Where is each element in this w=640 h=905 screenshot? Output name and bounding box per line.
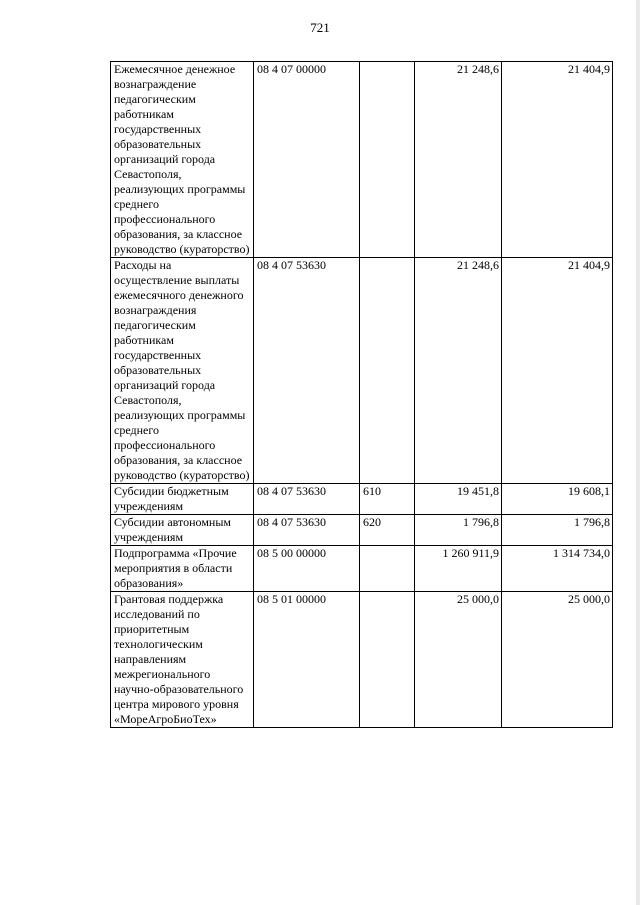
table-row xyxy=(111,484,613,515)
row-amount-year1: 1 796,8 xyxy=(415,515,502,546)
row-name: Расходы на осуществление выплаты ежемесячного денежного вознаграждения педагогическим работникам государственных образовательных организаций города Севастополя, реализующих программы среднего профессионального образования, за классное руководство (кураторство) xyxy=(111,258,254,484)
row-expense-type xyxy=(360,546,415,592)
row-target-code: 08 5 00 00000 xyxy=(254,546,360,592)
row-amount-year1: 1 260 911,9 xyxy=(415,546,502,592)
row-name: Ежемесячное денежное вознаграждение педагогическим работникам государственных образовательных организаций города Севастополя, реализующих программы среднего профессионального образования, за классное руководство (кураторство) xyxy=(111,62,254,258)
row-target-code: 08 4 07 53630 xyxy=(254,258,360,484)
row-target-code: 08 5 01 00000 xyxy=(254,592,360,728)
row-amount-year2: 1 796,8 xyxy=(502,515,613,546)
row-expense-type xyxy=(360,258,415,484)
row-expense-type: 610 xyxy=(360,484,415,515)
row-name: Субсидии бюджетным учреждениям xyxy=(111,484,254,515)
row-name: Грантовая поддержка исследований по приоритетным технологическим направлениям межрегионального научно-образовательного центра мирового уровня «МореАгроБиоТех» xyxy=(111,592,254,728)
row-amount-year2: 21 404,9 xyxy=(502,258,613,484)
row-target-code: 08 4 07 00000 xyxy=(254,62,360,258)
row-amount-year1: 19 451,8 xyxy=(415,484,502,515)
table-row xyxy=(111,62,613,258)
table-row xyxy=(111,546,613,592)
row-amount-year1: 21 248,6 xyxy=(415,62,502,258)
scan-edge xyxy=(636,0,640,905)
budget-table xyxy=(110,61,613,728)
row-name: Подпрограмма «Прочие мероприятия в области образования» xyxy=(111,546,254,592)
row-target-code: 08 4 07 53630 xyxy=(254,515,360,546)
row-amount-year2: 1 314 734,0 xyxy=(502,546,613,592)
row-expense-type: 620 xyxy=(360,515,415,546)
row-amount-year2: 19 608,1 xyxy=(502,484,613,515)
page-number: 721 xyxy=(310,20,330,35)
row-amount-year1: 21 248,6 xyxy=(415,258,502,484)
row-amount-year2: 25 000,0 xyxy=(502,592,613,728)
row-expense-type xyxy=(360,592,415,728)
row-target-code: 08 4 07 53630 xyxy=(254,484,360,515)
table-row xyxy=(111,592,613,728)
table-row xyxy=(111,258,613,484)
row-name: Субсидии автономным учреждениям xyxy=(111,515,254,546)
row-amount-year2: 21 404,9 xyxy=(502,62,613,258)
table-row xyxy=(111,515,613,546)
row-expense-type xyxy=(360,62,415,258)
row-amount-year1: 25 000,0 xyxy=(415,592,502,728)
